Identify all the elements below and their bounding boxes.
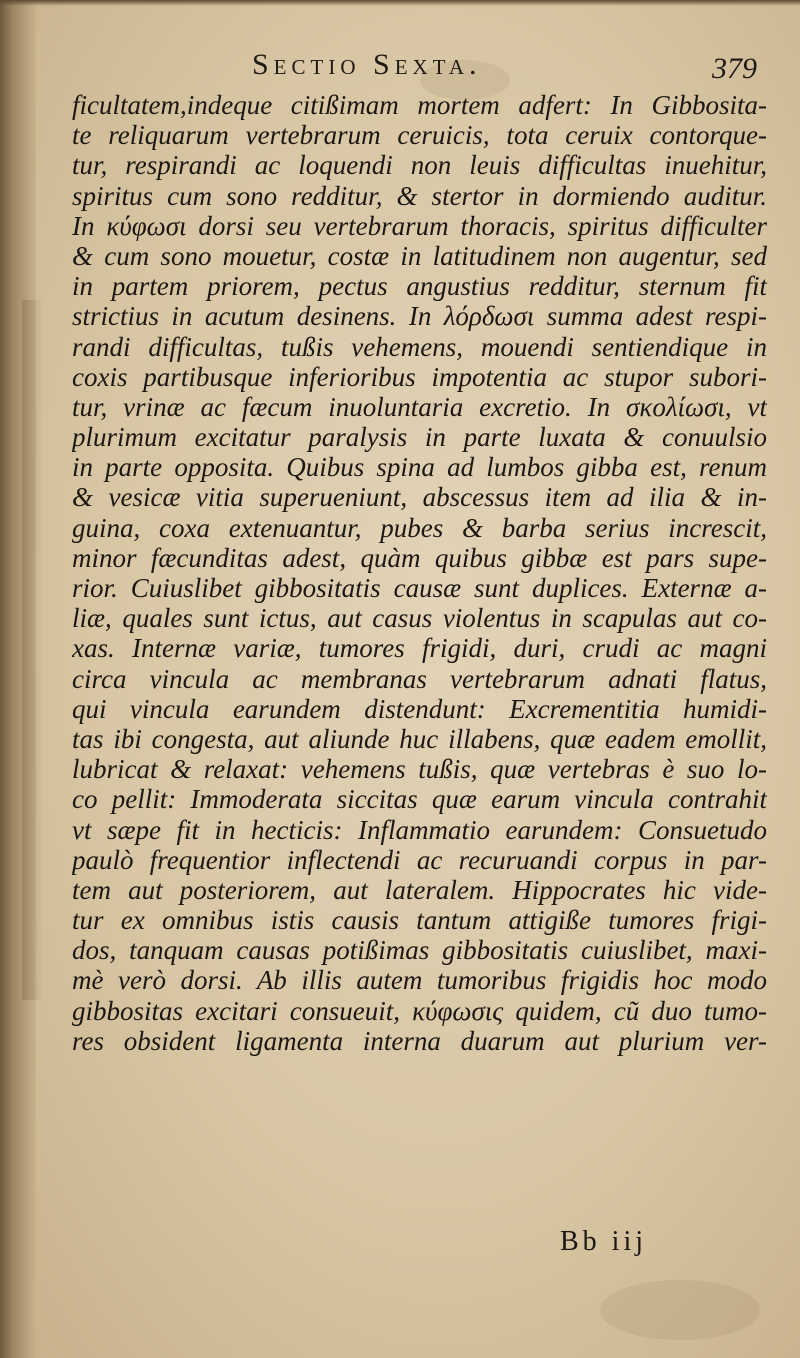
text-line: dos, tanquam causas potißimas gibbositatis cuiuslibet, maxi- xyxy=(72,935,767,966)
text-line: rior. Cuiuslibet gibbositatis causæ sunt duplices. Externæ a- xyxy=(72,573,767,603)
text-line: tas ibi congesta, aut aliunde huc illabens, quæ eadem emollit, xyxy=(72,723,767,754)
text-line: tur ex omnibus istis causis tantum attigiße tumores frigi- xyxy=(72,905,767,936)
text-line: vt sæpe fit in hecticis: Inflammatio earundem: Consuetudo xyxy=(72,814,767,845)
body-text xyxy=(72,90,767,1056)
page-header xyxy=(0,48,800,92)
text-line: coxis partibusque inferioribus impotentia ac stupor subori- xyxy=(72,361,767,392)
text-line: lubricat & relaxat: vehemens tußis, quæ vertebras è suo lo- xyxy=(72,754,767,785)
text-line: minor fæcunditas adest, quàm quibus gibbæ est pars supe- xyxy=(72,542,767,573)
page-number: 379 xyxy=(712,52,757,85)
top-edge-shadow xyxy=(0,0,800,6)
text-line: gibbositas excitari consueuit, κύφωσις quidem, cũ duo tumo- xyxy=(72,995,767,1026)
text-line: randi difficultas, tußis vehemens, mouendi sentiendique in xyxy=(72,331,767,362)
signature-mark: Bb iij xyxy=(560,1226,648,1257)
running-head: Sectio Sexta. xyxy=(252,48,482,81)
text-line: co pellit: Immoderata siccitas quæ earum vincula contrahit xyxy=(72,784,767,815)
text-line: guina, coxa extenuantur, pubes & barba serius increscit, xyxy=(72,512,767,543)
text-line: mè verò dorsi. Ab illis autem tumoribus frigidis hoc modo xyxy=(72,965,767,996)
text-line: circa vincula ac membranas vertebrarum adnati flatus, xyxy=(72,663,767,694)
text-line: tur, respirandi ac loquendi non leuis difficultas inuehitur, xyxy=(72,150,767,181)
text-line: xas. Internæ variæ, tumores frigidi, duri, crudi ac magni xyxy=(72,633,767,664)
text-line: plurimum excitatur paralysis in parte luxata & conuulsio xyxy=(72,422,767,453)
text-line: tur, vrinæ ac fæcum inuoluntaria excretio. In σκολίωσι, vt xyxy=(72,391,767,422)
text-line: In κύφωσι dorsi seu vertebrarum thoracis, spiritus difficulter xyxy=(72,210,767,241)
text-line: tem aut posteriorem, aut lateralem. Hippocrates hic vide- xyxy=(72,874,767,905)
text-line: ficultatem,indeque citißimam mortem adfert: In Gibbosita- xyxy=(72,90,767,120)
text-line: in parte opposita. Quibus spina ad lumbos gibba est, renum xyxy=(72,452,767,483)
paper-stain xyxy=(600,1280,760,1340)
page-footer xyxy=(0,1226,800,1266)
gutter-stain xyxy=(22,300,44,1000)
text-line: liæ, quales sunt ictus, aut casus violentus in scapulas aut co- xyxy=(72,603,767,634)
text-line: spiritus cum sono redditur, & stertor in dormiendo auditur. xyxy=(72,180,767,211)
text-line: in partem priorem, pectus angustius redditur, sternum fit xyxy=(72,271,767,302)
text-line: strictius in acutum desinens. In λόρδωσι summa adest respi- xyxy=(72,301,767,332)
text-line: qui vincula earundem distendunt: Excrementitia humidi- xyxy=(72,693,767,724)
text-line: & vesicæ vitia superueniunt, abscessus item ad ilia & in- xyxy=(72,482,767,513)
text-line: res obsident ligamenta interna duarum aut plurium ver- xyxy=(72,1025,767,1056)
text-line: te reliquarum vertebrarum ceruicis, tota ceruix contorque- xyxy=(72,120,767,151)
text-line: paulò frequentior inflectendi ac recuruandi corpus in par- xyxy=(72,844,767,875)
text-line: & cum sono mouetur, costæ in latitudinem non augentur, sed xyxy=(72,240,767,271)
